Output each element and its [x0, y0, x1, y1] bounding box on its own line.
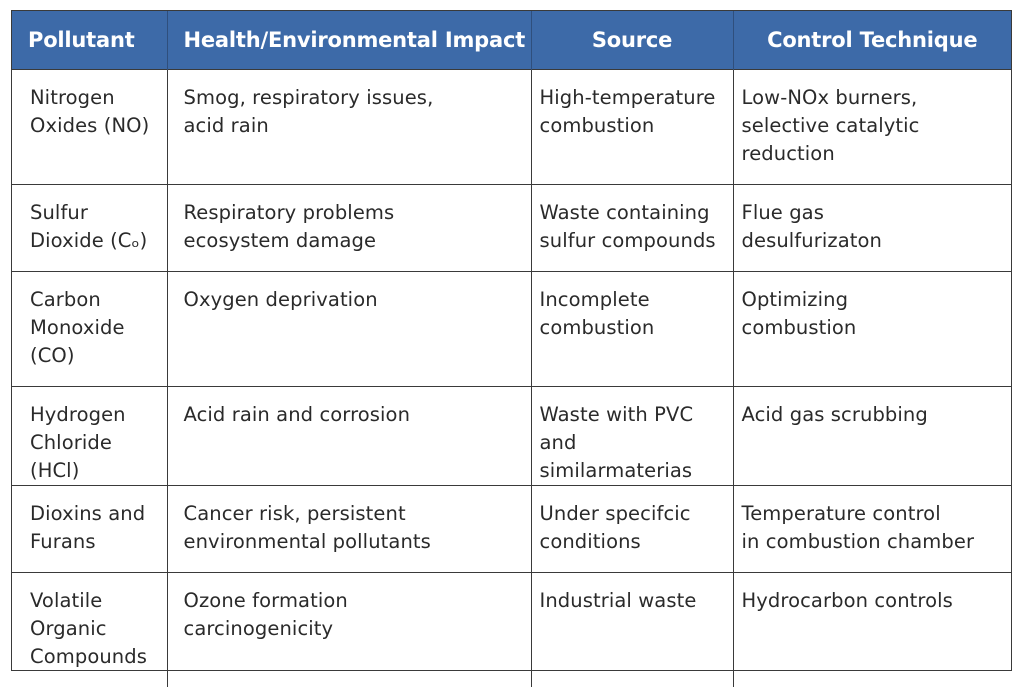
- cell-impact: [167, 185, 531, 272]
- cell-line: Cancer risk, persistent: [184, 500, 523, 528]
- cell-line: Hydrocarbon controls: [742, 587, 1004, 615]
- cell-line: Hydrogen: [30, 401, 159, 429]
- cell-source: [531, 70, 733, 185]
- cell-control: [733, 185, 1011, 272]
- cell-pollutant: [12, 185, 167, 272]
- header-row: [12, 11, 1011, 70]
- cell-source: [531, 486, 733, 573]
- cell-line: Sulfur: [30, 199, 159, 227]
- cell-line: and similarmaterias: [540, 429, 725, 485]
- cell-impact: [167, 387, 531, 486]
- cell-line: Ozone formation: [184, 587, 523, 615]
- cell-control: [733, 573, 1011, 687]
- cell-line: Dioxins and: [30, 500, 159, 528]
- cell-source: [531, 272, 733, 387]
- cell-line: ecosystem damage: [184, 227, 523, 255]
- cell-line: Temperature control: [742, 500, 1004, 528]
- cell-line: Under specifcic: [540, 500, 725, 528]
- pollutant-table: [12, 11, 1011, 687]
- cell-line: combustion: [540, 314, 725, 342]
- cell-line: Optimizing: [742, 286, 1004, 314]
- cell-line: in combustion chamber: [742, 528, 1004, 556]
- cell-impact: [167, 486, 531, 573]
- cell-line: carcinogenicity: [184, 615, 523, 643]
- cell-line: acid rain: [184, 112, 523, 140]
- cell-source: [531, 573, 733, 687]
- cell-line: Volatile: [30, 587, 159, 615]
- header-impact: Health/Environmental Impact: [167, 11, 531, 70]
- cell-line: Flue gas: [742, 199, 1004, 227]
- cell-line: Compounds: [30, 643, 159, 671]
- cell-line: Smog, respiratory issues,: [184, 84, 523, 112]
- cell-pollutant: [12, 272, 167, 387]
- table-row: [12, 185, 1011, 272]
- cell-line: Carbon: [30, 286, 159, 314]
- cell-line: Furans: [30, 528, 159, 556]
- cell-line: combustion: [742, 314, 1004, 342]
- cell-line: Industrial waste: [540, 587, 725, 615]
- cell-pollutant: [12, 70, 167, 185]
- cell-line: Organic: [30, 615, 159, 643]
- cell-line: High-temperature: [540, 84, 725, 112]
- cell-line: Chloride (HCl): [30, 429, 159, 485]
- cell-impact: [167, 272, 531, 387]
- cell-impact: [167, 70, 531, 185]
- cell-line: Oxides (NO): [30, 112, 159, 140]
- cell-line: reduction: [742, 140, 1004, 168]
- table-row: [12, 573, 1011, 687]
- cell-line: Respiratory problems: [184, 199, 523, 227]
- header-source: Source: [531, 11, 733, 70]
- cell-impact: [167, 573, 531, 687]
- cell-line: selective catalytic: [742, 112, 1004, 140]
- cell-line: Acid rain and corrosion: [184, 401, 523, 429]
- cell-line: combustion: [540, 112, 725, 140]
- cell-pollutant: [12, 387, 167, 486]
- header-pollutant: Pollutant: [12, 11, 167, 70]
- cell-control: [733, 70, 1011, 185]
- cell-line: conditions: [540, 528, 725, 556]
- cell-line: Nitrogen: [30, 84, 159, 112]
- table-row: [12, 272, 1011, 387]
- cell-source: [531, 185, 733, 272]
- pollutant-table-container: [11, 10, 1012, 671]
- cell-control: [733, 387, 1011, 486]
- cell-line: (CO): [30, 342, 159, 370]
- cell-line: environmental pollutants: [184, 528, 523, 556]
- table-row: [12, 486, 1011, 573]
- cell-line: Waste containing: [540, 199, 725, 227]
- header-control-technique: Control Technique: [733, 11, 1011, 70]
- cell-line: Oxygen deprivation: [184, 286, 523, 314]
- cell-line: Incomplete: [540, 286, 725, 314]
- cell-pollutant: [12, 573, 167, 687]
- cell-control: [733, 272, 1011, 387]
- cell-line: desulfurizaton: [742, 227, 1004, 255]
- cell-line: sulfur compounds: [540, 227, 725, 255]
- cell-line: Monoxide: [30, 314, 159, 342]
- cell-source: [531, 387, 733, 486]
- table-row: [12, 70, 1011, 185]
- cell-line: Acid gas scrubbing: [742, 401, 1004, 429]
- cell-pollutant: [12, 486, 167, 573]
- cell-line: Waste with PVC: [540, 401, 725, 429]
- cell-line: Low-NOx burners,: [742, 84, 1004, 112]
- cell-line: Dioxide (Cₒ): [30, 227, 159, 255]
- cell-control: [733, 486, 1011, 573]
- table-row: [12, 387, 1011, 486]
